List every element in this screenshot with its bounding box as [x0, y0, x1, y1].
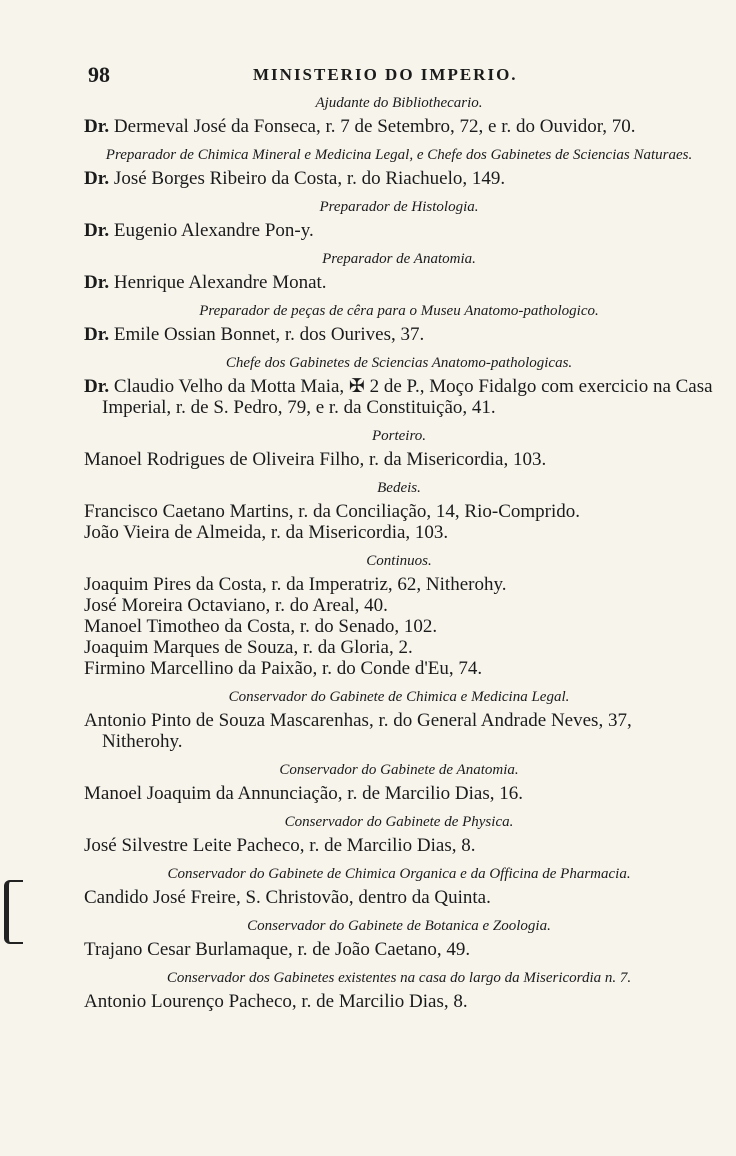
section-heading: Conservador do Gabinete de Chimica e Medicina Legal.: [228, 689, 570, 705]
page-header: [88, 62, 648, 86]
directory-entry: [84, 616, 714, 637]
entry-title: Dr.: [84, 116, 110, 137]
entry-text: Manoel Joaquim da Annunciação, r. de Marcilio Dias, 16.: [84, 783, 524, 804]
entry-text: Emile Ossian Bonnet, r. dos Ourives, 37.: [113, 324, 425, 345]
directory-section: [84, 427, 714, 470]
section-heading: Porteiro.: [371, 428, 427, 444]
section-heading: Preparador de Chimica Mineral e Medicina Legal, e Chefe dos Gabinetes de Sciencias Naturaes.: [105, 147, 693, 163]
entry-text: Eugenio Alexandre Pon‑y.: [113, 220, 314, 241]
entry-text: Candido José Freire, S. Christovão, dentro da Quinta.: [84, 887, 491, 908]
directory-entry: [84, 116, 714, 137]
section-heading: Chefe dos Gabinetes de Sciencias Anatomo-pathologicas.: [225, 355, 573, 371]
directory-section: [84, 146, 714, 189]
entry-title: Dr.: [84, 272, 110, 293]
entry-text: José Silvestre Leite Pacheco, r. de Marcilio Dias, 8.: [84, 835, 476, 856]
directory-entry: [84, 595, 714, 616]
section-heading: Bedeis.: [377, 480, 421, 496]
entry-title: Dr.: [84, 376, 110, 397]
directory-entry: [84, 376, 714, 418]
directory-section: [84, 761, 714, 804]
entry-text: José Moreira Octaviano, r. do Areal, 40.: [84, 595, 388, 616]
section-heading: Conservador do Gabinete de Physica.: [284, 814, 514, 830]
entry-title: Dr.: [84, 324, 110, 345]
directory-entry: [84, 501, 714, 522]
directory-entry: [84, 574, 714, 595]
entry-text: José Borges Ribeiro da Costa, r. do Riachuelo, 149.: [113, 168, 506, 189]
directory-section: [84, 865, 714, 908]
entry-text: Henrique Alexandre Monat.: [113, 272, 327, 293]
section-heading: Preparador de Histologia.: [319, 199, 479, 215]
section-heading: Continuos.: [366, 553, 432, 569]
directory-entry: [84, 637, 714, 658]
entry-title: Dr.: [84, 168, 110, 189]
directory-entry: [84, 783, 714, 804]
directory-section: [84, 917, 714, 960]
directory-section: [84, 552, 714, 679]
directory-entry: [84, 449, 714, 470]
page-body: [84, 94, 714, 1021]
directory-section: [84, 302, 714, 345]
entry-text: Claudio Velho da Motta Maia, ✠ 2 de P., Moço Fidalgo com exercicio na Casa Imperial, r. de S. Pedro, 79, e r. da Constituição, 41.: [102, 376, 713, 418]
directory-entry: [84, 835, 714, 856]
entry-text: Dermeval José da Fonseca, r. 7 de Setembro, 72, e r. do Ouvidor, 70.: [113, 116, 636, 137]
section-heading: Preparador de peças de cêra para o Museu Anatomo-pathologico.: [199, 303, 599, 319]
entry-text: Firmino Marcellino da Paixão, r. do Conde d'Eu, 74.: [84, 658, 483, 679]
directory-entry: [84, 658, 714, 679]
entry-title: Dr.: [84, 220, 110, 241]
section-heading: Conservador do Gabinete de Anatomia.: [279, 762, 519, 778]
section-heading: Conservador dos Gabinetes existentes na casa do largo da Misericordia n. 7.: [166, 970, 632, 986]
directory-entry: [84, 991, 714, 1012]
entry-text: João Vieira de Almeida, r. da Misericordia, 103.: [84, 522, 449, 543]
entry-text: Manoel Timotheo da Costa, r. do Senado, 102.: [84, 616, 438, 637]
directory-section: [84, 688, 714, 752]
directory-entry: [84, 522, 714, 543]
entry-text: Francisco Caetano Martins, r. da Conciliação, 14, Rio-Comprido.: [84, 501, 581, 522]
entry-text: Antonio Lourenço Pacheco, r. de Marcilio Dias, 8.: [84, 991, 468, 1012]
section-heading: Conservador do Gabinete de Botanica e Zoologia.: [247, 918, 551, 934]
entry-text: Antonio Pinto de Souza Mascarenhas, r. do General Andrade Neves, 37, Nitherohy.: [84, 710, 632, 752]
directory-entry: [84, 887, 714, 908]
directory-entry: [84, 168, 714, 189]
directory-section: [84, 813, 714, 856]
directory-section: [84, 198, 714, 241]
directory-section: [84, 354, 714, 418]
directory-section: [84, 94, 714, 137]
page-number: 98: [88, 62, 110, 87]
directory-entry: [84, 710, 714, 752]
directory-entry: [84, 220, 714, 241]
section-heading: Preparador de Anatomia.: [322, 251, 476, 267]
entry-text: Manoel Rodrigues de Oliveira Filho, r. da Misericordia, 103.: [84, 449, 547, 470]
entry-text: Joaquim Pires da Costa, r. da Imperatriz, 62, Nitherohy.: [84, 574, 507, 595]
section-heading: Conservador do Gabinete de Chimica Organica e da Officina de Pharmacia.: [167, 866, 631, 882]
directory-section: [84, 479, 714, 543]
section-heading: Ajudante do Bibliothecario.: [315, 95, 483, 111]
directory-entry: [84, 324, 714, 345]
directory-entry: [84, 939, 714, 960]
directory-section: [84, 969, 714, 1012]
directory-section: [84, 250, 714, 293]
entry-text: Joaquim Marques de Souza, r. da Gloria, 2.: [84, 637, 413, 658]
entry-text: Trajano Cesar Burlamaque, r. de João Caetano, 49.: [84, 939, 471, 960]
directory-entry: [84, 272, 714, 293]
running-title: MINISTERIO DO IMPERIO.: [253, 65, 518, 84]
binding-mark: [4, 880, 23, 944]
